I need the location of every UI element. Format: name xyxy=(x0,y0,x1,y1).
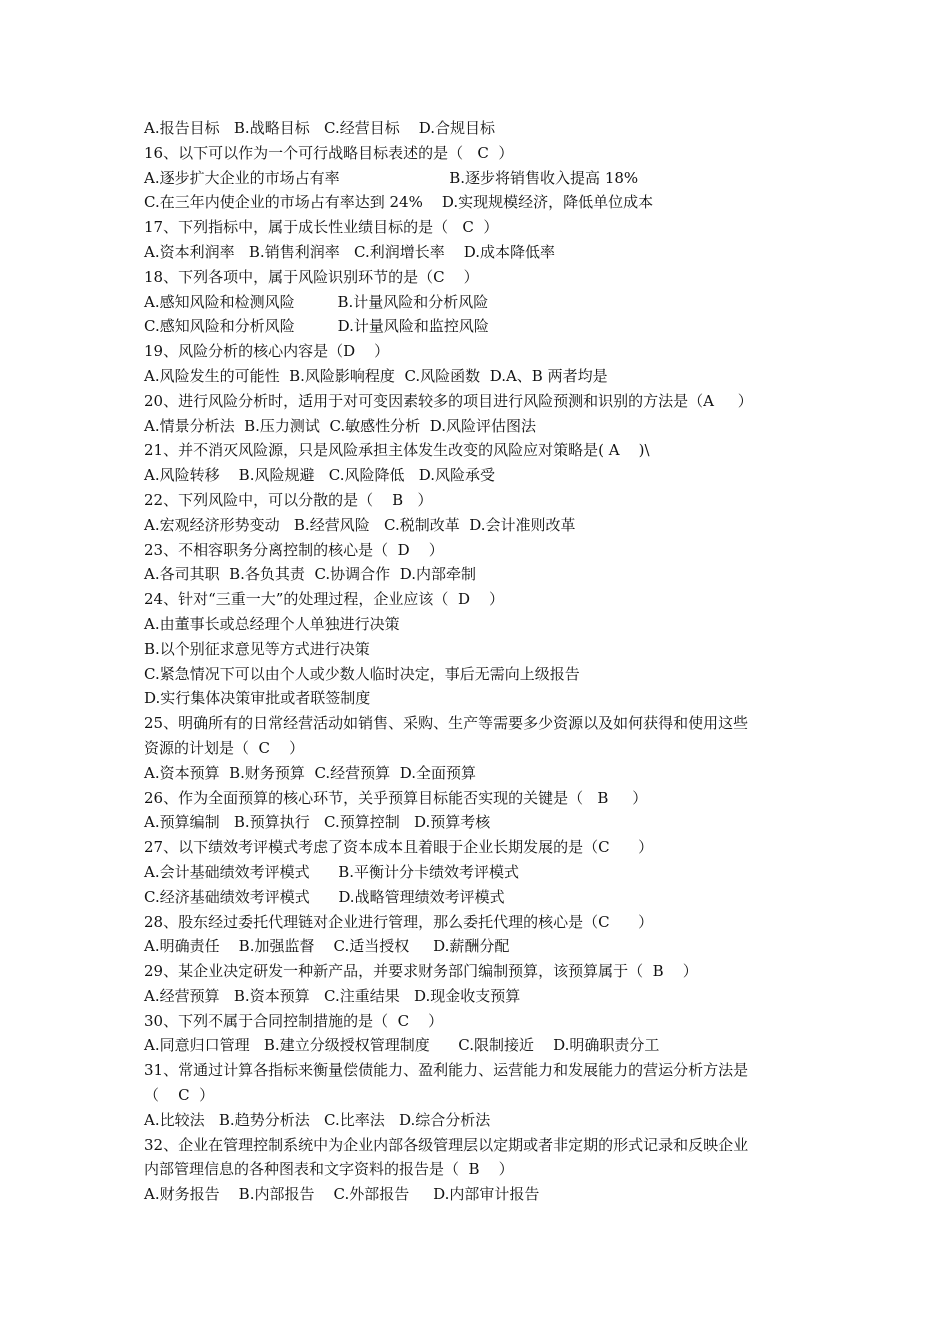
answer-options-line: C.紧急情况下可以由个人或少数人临时决定，事后无需向上级报告 xyxy=(144,664,580,683)
question-25: 25、明确所有的日常经营活动如销售、采购、生产等需要多少资源以及如何获得和使用这些 xyxy=(144,714,749,733)
answer-options-line: A.由董事长或总经理个人单独进行决策 xyxy=(144,614,400,633)
answer-options-line: A.风险发生的可能性 B.风险影响程度 C.风险函数 D.A、B 两者均是 xyxy=(144,366,608,385)
question-28: 28、股东经过委托代理链对企业进行管理，那么委托代理的核心是（C ） xyxy=(144,912,654,931)
answer-options-line: D.实行集体决策审批或者联签制度 xyxy=(144,689,371,708)
question-31-continued: （ C ） xyxy=(144,1086,215,1105)
answer-options-line: A.经营预算 B.资本预算 C.注重结果 D.现金收支预算 xyxy=(144,986,521,1005)
question-24: 24、针对“三重一大”的处理过程，企业应该（ D ） xyxy=(144,590,505,609)
answer-options-line: A.宏观经济形势变动 B.经营风险 C.税制改革 D.会计准则改革 xyxy=(144,515,576,534)
question-29: 29、某企业决定研发一种新产品，并要求财务部门编制预算，该预算属于（ B ） xyxy=(144,962,698,981)
answer-options-line: A.同意归口管理 B.建立分级授权管理制度 C.限制接近 D.明确职责分工 xyxy=(144,1036,660,1055)
answer-options-line: A.各司其职 B.各负其责 C.协调合作 D.内部牵制 xyxy=(144,565,476,584)
answer-options-line: A.明确责任 B.加强监督 C.适当授权 D.薪酬分配 xyxy=(144,937,510,956)
answer-options-line: A.报告目标 B.战略目标 C.经营目标 D.合规目标 xyxy=(144,119,496,137)
question-27: 27、以下绩效考评模式考虑了资本成本且着眼于企业长期发展的是（C ） xyxy=(144,838,654,857)
question-21: 21、并不消灭风险源，只是风险承担主体发生改变的风险应对策略是( A )\ xyxy=(144,441,650,460)
answer-options-line: A.感知风险和检测风险 B.计量风险和分析风险 xyxy=(144,292,489,311)
document-page xyxy=(144,116,824,1207)
question-16: 16、以下可以作为一个可行战略目标表述的是（ C ） xyxy=(144,143,514,162)
answer-options-line: C.在三年内使企业的市场占有率达到 24% D.实现规模经济，降低单位成本 xyxy=(144,193,654,212)
answer-options-line: A.预算编制 B.预算执行 C.预算控制 D.预算考核 xyxy=(144,813,491,832)
answer-options-line: C.感知风险和分析风险 D.计量风险和监控风险 xyxy=(144,317,489,336)
answer-options-line: A.资本利润率 B.销售利润率 C.利润增长率 D.成本降低率 xyxy=(144,242,556,261)
answer-options-line: A.风险转移 B.风险规避 C.风险降低 D.风险承受 xyxy=(144,466,496,485)
answer-options-line: A.逐步扩大企业的市场占有率 B.逐步将销售收入提高 18% xyxy=(144,168,639,187)
question-32-continued: 内部管理信息的各种图表和文字资料的报告是（ B ） xyxy=(144,1160,514,1179)
question-22: 22、下列风险中，可以分散的是（ B ） xyxy=(144,490,433,509)
question-20: 20、进行风险分析时，适用于对可变因素较多的项目进行风险预测和识别的方法是（A ） xyxy=(144,391,753,410)
answer-options-line: A.情景分析法 B.压力测试 C.敏感性分析 D.风险评估图法 xyxy=(144,416,536,435)
question-32: 32、企业在管理控制系统中为企业内部各级管理层以定期或者非定期的形式记录和反映企业 xyxy=(144,1135,749,1154)
question-30: 30、下列不属于合同控制措施的是（ C ） xyxy=(144,1011,444,1030)
question-31: 31、常通过计算各指标来衡量偿债能力、盈利能力、运营能力和发展能力的营运分析方法是 xyxy=(144,1061,749,1080)
answer-options-line: C.经济基础绩效考评模式 D.战略管理绩效考评模式 xyxy=(144,887,505,906)
question-25-continued: 资源的计划是（ C ） xyxy=(144,738,305,757)
answer-options-line: A.比较法 B.趋势分析法 C.比率法 D.综合分析法 xyxy=(144,1110,491,1129)
question-19: 19、风险分析的核心内容是（D ） xyxy=(144,342,390,361)
question-23: 23、不相容职务分离控制的核心是（ D ） xyxy=(144,540,444,559)
question-17: 17、下列指标中，属于成长性业绩目标的是（ C ） xyxy=(144,218,499,237)
answer-options-line: A.会计基础绩效考评模式 B.平衡计分卡绩效考评模式 xyxy=(144,862,520,881)
answer-options-line: B.以个别征求意见等方式进行决策 xyxy=(144,639,370,658)
question-18: 18、下列各项中，属于风险识别环节的是（C ） xyxy=(144,267,479,286)
question-26: 26、作为全面预算的核心环节，关乎预算目标能否实现的关键是（ B ） xyxy=(144,788,648,807)
answer-options-line: A.资本预算 B.财务预算 C.经营预算 D.全面预算 xyxy=(144,763,476,782)
answer-options-line: A.财务报告 B.内部报告 C.外部报告 D.内部审计报告 xyxy=(144,1185,540,1204)
